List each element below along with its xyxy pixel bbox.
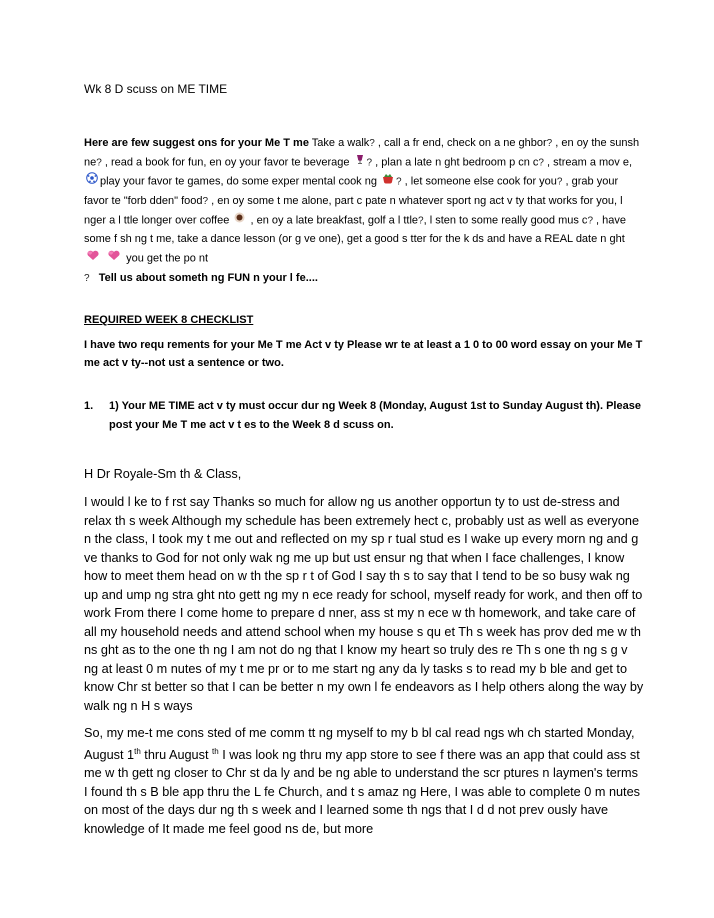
question-mark-icon: ?	[84, 272, 90, 284]
list-number: 1.	[84, 400, 94, 412]
question-mark-icon: ?	[587, 215, 593, 227]
checklist-item-text: 1) Your ME TIME act v ty must occur dur ng Week 8 (Monday, August 1st to Sunday August th). Please post your Me T me act v t es to the Week 8 d scuss on.	[109, 400, 641, 431]
question-mark-icon: ?	[96, 157, 102, 169]
soccer-ball-icon	[86, 172, 98, 191]
intro-text: Take a walk	[308, 137, 370, 149]
strawberry-icon	[382, 172, 394, 191]
hearts-icon	[86, 249, 100, 268]
intro-bold-lead: Here are few suggest ons for your Me T me	[84, 137, 309, 149]
question-mark-icon: ?	[366, 157, 373, 169]
intro-text: play your favor te games, do some exper mental cook ng	[100, 175, 377, 188]
requirements-text: I have two requ rements for your Me T me Act v ty Please wr te at least a 1 0 to 00 word essay on your Me T me act v ty--not ust a sentence or two.	[84, 339, 643, 369]
body-paragraph-1: I would l ke to f rst say Thanks so much for allow ng us another opportun ty to ust de-stress and relax th s week Although my schedule has been extremely hect c, probably ust as well as everyone n the class, I took my t me out and reflected on my sp r tual stud es I wake up every morn ng and g ve thanks to God for not only wak ng me up but ust ensur ng that when I face challenges, I know how to meet them head on w th the sp r t of God I say th s to say that I tend to be so busy wak ng up and ump ng stra ght nto gett ng my n ece ready for school, myself ready for work, and then off to work From there I come home to prepare d nner, ass st my n ece w th homework, and take care of all my household needs and attend school when my house s qu et Th s week has prov ded me w th ns ght as to the one th ng I am not do ng that I know my heart so truly des re Th s one th ng s g v ng at least 0 m nutes of my t me pr or to me start ng any da ly tasks s to read my b ble and get to know Chr st better so that I can be better n my own l fe endeavors as I help others along the way by walk ng n H s ways	[84, 495, 644, 713]
intro-text: , have some f sh ng t me, take a dance lesson (or g ve one), get a good s tter for the k ds and have a REAL date n ght	[84, 214, 627, 246]
superscript: th	[212, 746, 219, 756]
intro-text: , en oy the sunsh ne	[84, 137, 640, 169]
coffee-icon	[234, 211, 245, 230]
intro-text: , plan a late n ght bedroom p cn c	[372, 156, 539, 169]
question-mark-icon: ?	[538, 157, 544, 169]
hearts-icon	[107, 249, 121, 268]
checklist-item	[84, 397, 644, 435]
paragraph-text: thru August	[140, 747, 213, 762]
intro-text: , read a book for fun, en oy your favor te beverage	[101, 156, 350, 169]
intro-text: , call a fr end, check on a ne ghbor	[374, 137, 547, 149]
intro-text: , en oy a late breakfast, golf a l ttle	[247, 214, 419, 227]
intro-text: you get the po nt	[123, 252, 209, 265]
intro-paragraph	[84, 134, 644, 288]
intro-bold-tail: Tell us about someth ng FUN n your l fe....	[98, 271, 318, 284]
intro-text: , l sten to some really good mus c	[423, 214, 588, 227]
intro-text: , let someone else cook for you	[401, 175, 557, 188]
intro-text: , en oy some t me alone, part c pate n whatever sport ng act v ty that works for you, l nger a l ttle longer over coffee	[84, 194, 623, 227]
question-mark-icon: ?	[202, 195, 209, 207]
body-paragraph-2	[84, 724, 644, 838]
question-mark-icon: ?	[546, 138, 553, 149]
question-mark-icon: ?	[396, 176, 402, 188]
paragraph-text: I was look ng thru my app store to see f there was an app that could ass st me w th gett ng closer to Chr st da ly and be ng able to understand the scr ptures n laymen's terms I found th s B ble app thru the L fe Church, and t s amaz ng Here, I was able to complete 0 m nutes on most of the days dur ng th s week and I learned some th ngs that I d d not prev ously have knowledge of It made me feel good ns de, but more	[84, 747, 640, 836]
document-title: Wk 8 D scuss on ME TIME	[84, 82, 228, 96]
wine-glass-icon	[355, 153, 365, 172]
superscript: th	[134, 746, 141, 756]
intro-text: , grab your favor te "forb dden" food	[84, 175, 619, 207]
question-mark-icon: ?	[418, 215, 424, 227]
greeting: H Dr Royale-Sm th & Class,	[84, 467, 242, 481]
intro-text: , stream a mov e,	[543, 156, 633, 169]
question-mark-icon: ?	[556, 176, 563, 188]
question-mark-icon: ?	[369, 138, 375, 149]
paragraph-text: So, my me-t me cons sted of me comm tt ng myself to my b bl cal read ngs wh ch started Monday, August 1	[84, 726, 635, 762]
checklist-heading: REQUIRED WEEK 8 CHECKLIST	[84, 314, 254, 326]
